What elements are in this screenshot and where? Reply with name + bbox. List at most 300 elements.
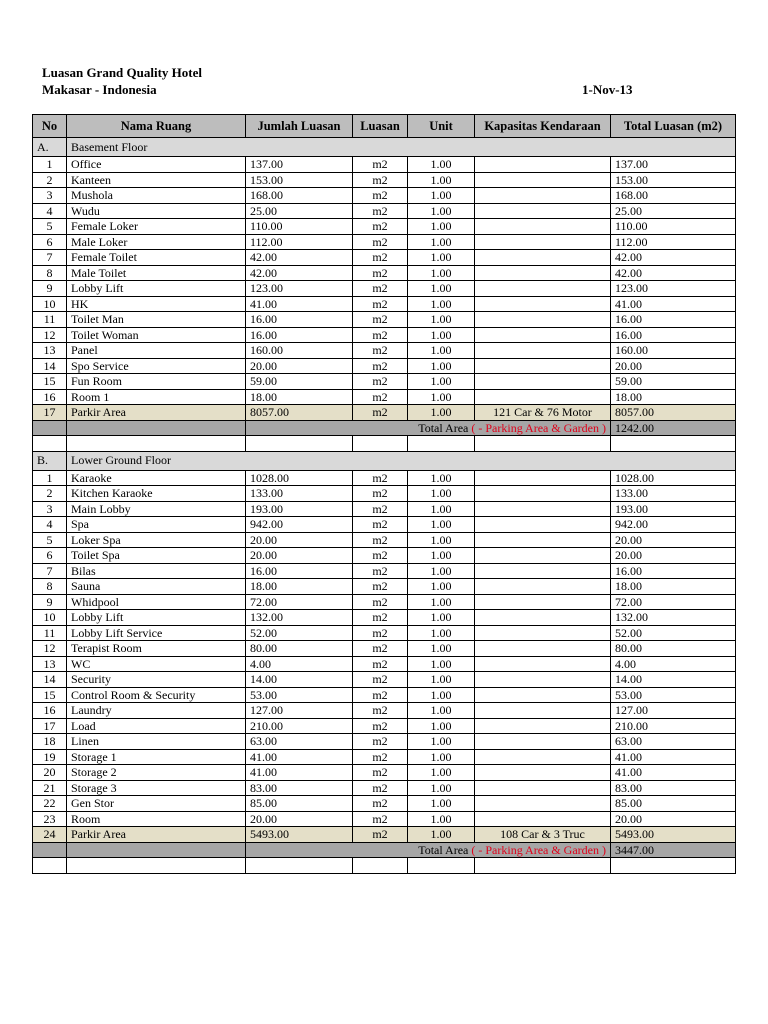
area-unit: m2	[353, 389, 408, 405]
section-code: B.	[33, 451, 67, 470]
area-unit: m2	[353, 796, 408, 812]
area-amount: 132.00	[246, 610, 353, 626]
vehicle-capacity	[475, 389, 611, 405]
unit-count: 1.00	[408, 312, 475, 328]
unit-count: 1.00	[408, 501, 475, 517]
area-amount: 153.00	[246, 172, 353, 188]
area-amount: 20.00	[246, 532, 353, 548]
vehicle-capacity	[475, 548, 611, 564]
room-name: Mushola	[67, 188, 246, 204]
total-area: 20.00	[611, 358, 736, 374]
table-header-row	[33, 115, 736, 138]
total-area: 942.00	[611, 517, 736, 533]
table-row	[33, 486, 736, 502]
room-name: Fun Room	[67, 374, 246, 390]
area-unit: m2	[353, 718, 408, 734]
blank-cell	[33, 858, 67, 874]
vehicle-capacity	[475, 358, 611, 374]
total-area: 137.00	[611, 157, 736, 173]
total-area: 85.00	[611, 796, 736, 812]
unit-count: 1.00	[408, 687, 475, 703]
area-unit: m2	[353, 594, 408, 610]
total-spacer	[33, 842, 67, 858]
table-row	[33, 281, 736, 297]
section-header-row	[33, 138, 736, 157]
area-unit: m2	[353, 827, 408, 843]
unit-count: 1.00	[408, 703, 475, 719]
total-area: 25.00	[611, 203, 736, 219]
column-header: Unit	[408, 115, 475, 138]
table-row	[33, 250, 736, 266]
table-row	[33, 594, 736, 610]
total-area: 83.00	[611, 780, 736, 796]
total-area: 153.00	[611, 172, 736, 188]
area-unit: m2	[353, 358, 408, 374]
column-header: Kapasitas Kendaraan	[475, 115, 611, 138]
unit-count: 1.00	[408, 610, 475, 626]
area-amount: 85.00	[246, 796, 353, 812]
total-label-cell	[246, 420, 611, 436]
table-row	[33, 172, 736, 188]
row-number: 14	[33, 358, 67, 374]
vehicle-capacity	[475, 703, 611, 719]
total-area: 18.00	[611, 389, 736, 405]
total-area: 127.00	[611, 703, 736, 719]
row-number: 13	[33, 656, 67, 672]
room-name: Laundry	[67, 703, 246, 719]
total-area: 123.00	[611, 281, 736, 297]
vehicle-capacity	[475, 265, 611, 281]
blank-cell	[67, 436, 246, 452]
table-row	[33, 296, 736, 312]
unit-count: 1.00	[408, 343, 475, 359]
room-name: Spo Service	[67, 358, 246, 374]
row-number: 11	[33, 312, 67, 328]
table-row	[33, 579, 736, 595]
unit-count: 1.00	[408, 672, 475, 688]
unit-count: 1.00	[408, 532, 475, 548]
total-spacer	[33, 420, 67, 436]
area-amount: 52.00	[246, 625, 353, 641]
blank-cell	[611, 858, 736, 874]
unit-count: 1.00	[408, 734, 475, 750]
table-row	[33, 343, 736, 359]
area-amount: 123.00	[246, 281, 353, 297]
area-unit: m2	[353, 656, 408, 672]
vehicle-capacity: 121 Car & 76 Motor	[475, 405, 611, 421]
row-number: 1	[33, 470, 67, 486]
total-area: 112.00	[611, 234, 736, 250]
area-amount: 137.00	[246, 157, 353, 173]
unit-count: 1.00	[408, 625, 475, 641]
area-amount: 133.00	[246, 486, 353, 502]
unit-count: 1.00	[408, 281, 475, 297]
room-name: Male Toilet	[67, 265, 246, 281]
row-number: 24	[33, 827, 67, 843]
column-header: Total Luasan (m2)	[611, 115, 736, 138]
vehicle-capacity	[475, 641, 611, 657]
unit-count: 1.00	[408, 327, 475, 343]
vehicle-capacity	[475, 765, 611, 781]
room-name: HK	[67, 296, 246, 312]
row-number: 20	[33, 765, 67, 781]
vehicle-capacity	[475, 501, 611, 517]
total-area: 20.00	[611, 532, 736, 548]
room-name: Kanteen	[67, 172, 246, 188]
blank-row	[33, 436, 736, 452]
area-amount: 18.00	[246, 389, 353, 405]
table-row	[33, 470, 736, 486]
area-amount: 110.00	[246, 219, 353, 235]
area-amount: 41.00	[246, 296, 353, 312]
area-amount: 16.00	[246, 563, 353, 579]
vehicle-capacity	[475, 749, 611, 765]
total-value: 1242.00	[611, 420, 736, 436]
area-amount: 210.00	[246, 718, 353, 734]
total-area: 20.00	[611, 548, 736, 564]
room-name: Room 1	[67, 389, 246, 405]
area-unit: m2	[353, 486, 408, 502]
total-area: 210.00	[611, 718, 736, 734]
row-number: 2	[33, 172, 67, 188]
area-unit: m2	[353, 672, 408, 688]
unit-count: 1.00	[408, 265, 475, 281]
parking-row	[33, 405, 736, 421]
room-name: Kitchen Karaoke	[67, 486, 246, 502]
row-number: 16	[33, 703, 67, 719]
total-area: 53.00	[611, 687, 736, 703]
room-name: Parkir Area	[67, 405, 246, 421]
room-name: Whidpool	[67, 594, 246, 610]
row-number: 10	[33, 610, 67, 626]
vehicle-capacity	[475, 188, 611, 204]
table-row	[33, 672, 736, 688]
vehicle-capacity	[475, 172, 611, 188]
vehicle-capacity	[475, 734, 611, 750]
row-number: 10	[33, 296, 67, 312]
parking-row	[33, 827, 736, 843]
unit-count: 1.00	[408, 203, 475, 219]
room-name: WC	[67, 656, 246, 672]
area-unit: m2	[353, 548, 408, 564]
area-amount: 25.00	[246, 203, 353, 219]
total-row	[33, 842, 736, 858]
row-number: 23	[33, 811, 67, 827]
blank-cell	[611, 436, 736, 452]
unit-count: 1.00	[408, 548, 475, 564]
area-amount: 83.00	[246, 780, 353, 796]
room-name: Loker Spa	[67, 532, 246, 548]
total-area: 20.00	[611, 811, 736, 827]
total-area: 63.00	[611, 734, 736, 750]
row-number: 11	[33, 625, 67, 641]
room-name: Sauna	[67, 579, 246, 595]
area-amount: 72.00	[246, 594, 353, 610]
row-number: 17	[33, 405, 67, 421]
room-name: Karaoke	[67, 470, 246, 486]
total-area: 52.00	[611, 625, 736, 641]
unit-count: 1.00	[408, 749, 475, 765]
vehicle-capacity	[475, 517, 611, 533]
area-amount: 942.00	[246, 517, 353, 533]
table-row	[33, 718, 736, 734]
section-header-row	[33, 451, 736, 470]
total-area: 41.00	[611, 765, 736, 781]
area-amount: 42.00	[246, 265, 353, 281]
area-unit: m2	[353, 749, 408, 765]
total-area: 16.00	[611, 327, 736, 343]
area-amount: 63.00	[246, 734, 353, 750]
document-date: 1-Nov-13	[582, 82, 633, 97]
unit-count: 1.00	[408, 219, 475, 235]
vehicle-capacity	[475, 610, 611, 626]
room-name: Lobby Lift	[67, 281, 246, 297]
area-unit: m2	[353, 579, 408, 595]
vehicle-capacity	[475, 796, 611, 812]
total-area: 80.00	[611, 641, 736, 657]
unit-count: 1.00	[408, 470, 475, 486]
area-amount: 5493.00	[246, 827, 353, 843]
vehicle-capacity	[475, 281, 611, 297]
area-amount: 59.00	[246, 374, 353, 390]
document-subtitle: Makasar - Indonesia	[42, 82, 157, 97]
vehicle-capacity	[475, 780, 611, 796]
area-unit: m2	[353, 641, 408, 657]
blank-cell	[353, 858, 408, 874]
section-name: Basement Floor	[67, 138, 736, 157]
row-number: 16	[33, 389, 67, 405]
row-number: 1	[33, 157, 67, 173]
total-spacer	[67, 420, 246, 436]
table-row	[33, 796, 736, 812]
vehicle-capacity	[475, 219, 611, 235]
row-number: 15	[33, 687, 67, 703]
vehicle-capacity	[475, 486, 611, 502]
table-row	[33, 765, 736, 781]
area-unit: m2	[353, 327, 408, 343]
area-amount: 4.00	[246, 656, 353, 672]
unit-count: 1.00	[408, 250, 475, 266]
total-value: 3447.00	[611, 842, 736, 858]
row-number: 3	[33, 188, 67, 204]
vehicle-capacity	[475, 203, 611, 219]
area-amount: 18.00	[246, 579, 353, 595]
area-unit: m2	[353, 780, 408, 796]
unit-count: 1.00	[408, 172, 475, 188]
vehicle-capacity	[475, 327, 611, 343]
vehicle-capacity	[475, 811, 611, 827]
unit-count: 1.00	[408, 563, 475, 579]
room-name: Panel	[67, 343, 246, 359]
area-amount: 1028.00	[246, 470, 353, 486]
unit-count: 1.00	[408, 718, 475, 734]
room-name: Main Lobby	[67, 501, 246, 517]
area-amount: 16.00	[246, 327, 353, 343]
total-note: ( - Parking Area & Garden )	[471, 842, 606, 857]
vehicle-capacity	[475, 157, 611, 173]
unit-count: 1.00	[408, 765, 475, 781]
table-row	[33, 811, 736, 827]
area-unit: m2	[353, 188, 408, 204]
area-unit: m2	[353, 172, 408, 188]
column-header: Luasan	[353, 115, 408, 138]
total-area: 16.00	[611, 563, 736, 579]
vehicle-capacity	[475, 718, 611, 734]
vehicle-capacity	[475, 579, 611, 595]
row-number: 3	[33, 501, 67, 517]
table-row	[33, 548, 736, 564]
total-area: 1028.00	[611, 470, 736, 486]
total-area: 59.00	[611, 374, 736, 390]
area-amount: 14.00	[246, 672, 353, 688]
table-row	[33, 625, 736, 641]
unit-count: 1.00	[408, 374, 475, 390]
column-header: Nama Ruang	[67, 115, 246, 138]
unit-count: 1.00	[408, 811, 475, 827]
total-area: 133.00	[611, 486, 736, 502]
room-name: Gen Stor	[67, 796, 246, 812]
row-number: 19	[33, 749, 67, 765]
area-unit: m2	[353, 625, 408, 641]
unit-count: 1.00	[408, 594, 475, 610]
vehicle-capacity	[475, 312, 611, 328]
blank-cell	[408, 436, 475, 452]
area-unit: m2	[353, 532, 408, 548]
blank-cell	[67, 858, 246, 874]
room-name: Storage 2	[67, 765, 246, 781]
total-area: 168.00	[611, 188, 736, 204]
area-amount: 53.00	[246, 687, 353, 703]
table-row	[33, 157, 736, 173]
table-row	[33, 203, 736, 219]
area-unit: m2	[353, 703, 408, 719]
area-amount: 20.00	[246, 358, 353, 374]
column-header: Jumlah Luasan	[246, 115, 353, 138]
table-row	[33, 532, 736, 548]
blank-row	[33, 858, 736, 874]
vehicle-capacity: 108 Car & 3 Truc	[475, 827, 611, 843]
vehicle-capacity	[475, 374, 611, 390]
total-label-cell	[246, 842, 611, 858]
section-code: A.	[33, 138, 67, 157]
room-name: Storage 1	[67, 749, 246, 765]
unit-count: 1.00	[408, 296, 475, 312]
area-unit: m2	[353, 687, 408, 703]
room-name: Bilas	[67, 563, 246, 579]
row-number: 9	[33, 594, 67, 610]
room-name: Security	[67, 672, 246, 688]
document-title: Luasan Grand Quality Hotel	[42, 65, 202, 80]
total-area: 41.00	[611, 749, 736, 765]
unit-count: 1.00	[408, 157, 475, 173]
room-name: Lobby Lift	[67, 610, 246, 626]
blank-cell	[408, 858, 475, 874]
blank-cell	[246, 436, 353, 452]
row-number: 12	[33, 641, 67, 657]
unit-count: 1.00	[408, 188, 475, 204]
row-number: 9	[33, 281, 67, 297]
room-name: Linen	[67, 734, 246, 750]
unit-count: 1.00	[408, 486, 475, 502]
total-area: 8057.00	[611, 405, 736, 421]
area-unit: m2	[353, 734, 408, 750]
area-unit: m2	[353, 234, 408, 250]
area-amount: 112.00	[246, 234, 353, 250]
unit-count: 1.00	[408, 780, 475, 796]
row-number: 7	[33, 563, 67, 579]
area-amount: 127.00	[246, 703, 353, 719]
room-name: Female Loker	[67, 219, 246, 235]
table-row	[33, 358, 736, 374]
total-note: ( - Parking Area & Garden )	[471, 420, 606, 435]
row-number: 5	[33, 532, 67, 548]
row-number: 6	[33, 548, 67, 564]
table-row	[33, 563, 736, 579]
row-number: 15	[33, 374, 67, 390]
total-area: 42.00	[611, 265, 736, 281]
unit-count: 1.00	[408, 234, 475, 250]
room-name: Wudu	[67, 203, 246, 219]
unit-count: 1.00	[408, 827, 475, 843]
area-unit: m2	[353, 157, 408, 173]
area-unit: m2	[353, 610, 408, 626]
area-amount: 20.00	[246, 548, 353, 564]
unit-count: 1.00	[408, 796, 475, 812]
table-row	[33, 374, 736, 390]
total-area: 110.00	[611, 219, 736, 235]
row-number: 5	[33, 219, 67, 235]
area-unit: m2	[353, 343, 408, 359]
area-amount: 41.00	[246, 765, 353, 781]
unit-count: 1.00	[408, 641, 475, 657]
room-name: Load	[67, 718, 246, 734]
area-amount: 20.00	[246, 811, 353, 827]
table-row	[33, 219, 736, 235]
room-name: Room	[67, 811, 246, 827]
room-name: Lobby Lift Service	[67, 625, 246, 641]
blank-cell	[33, 436, 67, 452]
room-name: Female Toilet	[67, 250, 246, 266]
total-area: 132.00	[611, 610, 736, 626]
row-number: 18	[33, 734, 67, 750]
total-area: 5493.00	[611, 827, 736, 843]
area-unit: m2	[353, 501, 408, 517]
table-row	[33, 312, 736, 328]
blank-cell	[353, 436, 408, 452]
total-row	[33, 420, 736, 436]
table-row	[33, 780, 736, 796]
table-row	[33, 389, 736, 405]
row-number: 8	[33, 265, 67, 281]
total-area: 193.00	[611, 501, 736, 517]
table-row	[33, 234, 736, 250]
table-row	[33, 610, 736, 626]
table-row	[33, 501, 736, 517]
table-row	[33, 703, 736, 719]
vehicle-capacity	[475, 656, 611, 672]
table-row	[33, 517, 736, 533]
table-row	[33, 687, 736, 703]
area-unit: m2	[353, 281, 408, 297]
area-amount: 168.00	[246, 188, 353, 204]
row-number: 2	[33, 486, 67, 502]
area-unit: m2	[353, 811, 408, 827]
total-area: 4.00	[611, 656, 736, 672]
area-unit: m2	[353, 517, 408, 533]
room-name: Control Room & Security	[67, 687, 246, 703]
vehicle-capacity	[475, 687, 611, 703]
area-amount: 80.00	[246, 641, 353, 657]
